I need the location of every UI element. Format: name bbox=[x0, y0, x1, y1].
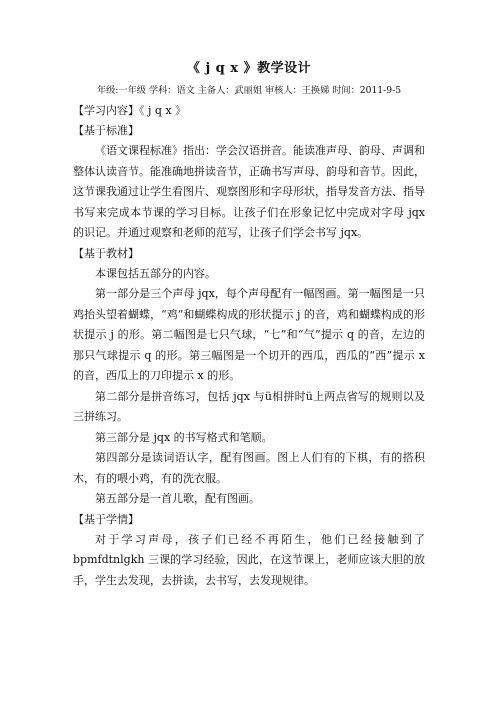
paragraph: 对于学习声母，孩子们已经不再陌生，他们已经接触到了 bpmfdtnlgkh 三课的学习经验，因此，在这节课上，老师应该大胆的放手，学生去发现，去拼读，去书写，去发现规律。 bbox=[73, 532, 425, 587]
section-heading-textbook: 【基于教材】 bbox=[73, 246, 139, 260]
section-heading-standards: 【基于标准】 bbox=[73, 124, 139, 137]
paragraph: 第五部分是一首儿歌，配有图画。 bbox=[95, 492, 260, 505]
paragraph: 第二部分是拼音练习，包括 jqx 与ü相拼时ü上两点省写的规则以及三拼练习。 bbox=[73, 389, 425, 423]
document-page bbox=[73, 60, 425, 591]
paragraph: 第四部分是读词语认字，配有图画。图上人们有的下棋，有的搭积木，有的喂小鸡，有的洗衣服。 bbox=[73, 451, 425, 485]
paragraph: 《语文课程标准》指出：学会汉语拼音。能读准声母、韵母、声调和整体认读音节。能准确地拼读音节，正确书写声母、韵母和音节。因此，这节课我通过让学生看图片、观察图形和字母形状，指导发音方法、指导书写来完成本节课的学习目标。让孩子们在形象记忆中完成对字母 jqx 的识记。并通过观察和老师的范写，让孩子们学会书写 jqx。 bbox=[73, 144, 425, 239]
section-heading-learning-content: 【学习内容】《 j q x 》 bbox=[73, 104, 187, 117]
paragraph: 第一部分是三个声母 jqx，每个声母配有一幅图画。第一幅图是一只鸡抬头望着蝴蝶，“鸡”和蝴蝶构成的形状提示 j 的音，鸡和蝴蝶构成的形状提示 j 的形。第二幅图是七只气球，“七”和“气”提示 q 的音，左边的那只气球提示 q 的形。第三幅图是一个切开的西瓜，西瓜的“西”提示 x 的音，西瓜上的刀印提示 x 的形。 bbox=[73, 287, 425, 382]
document-title: 《 j q x 》教学设计 bbox=[186, 61, 312, 76]
paragraph: 第三部分是 jqx 的书写格式和笔顺。 bbox=[95, 430, 273, 444]
section-heading-learners: 【基于学情】 bbox=[73, 512, 139, 526]
paragraph: 本课包括五部分的内容。 bbox=[95, 266, 216, 280]
document-meta: 年级:一年级 学科：语文 主备人：武丽姐 审核人：王换娣 时间：2011-9-5 bbox=[96, 85, 402, 96]
